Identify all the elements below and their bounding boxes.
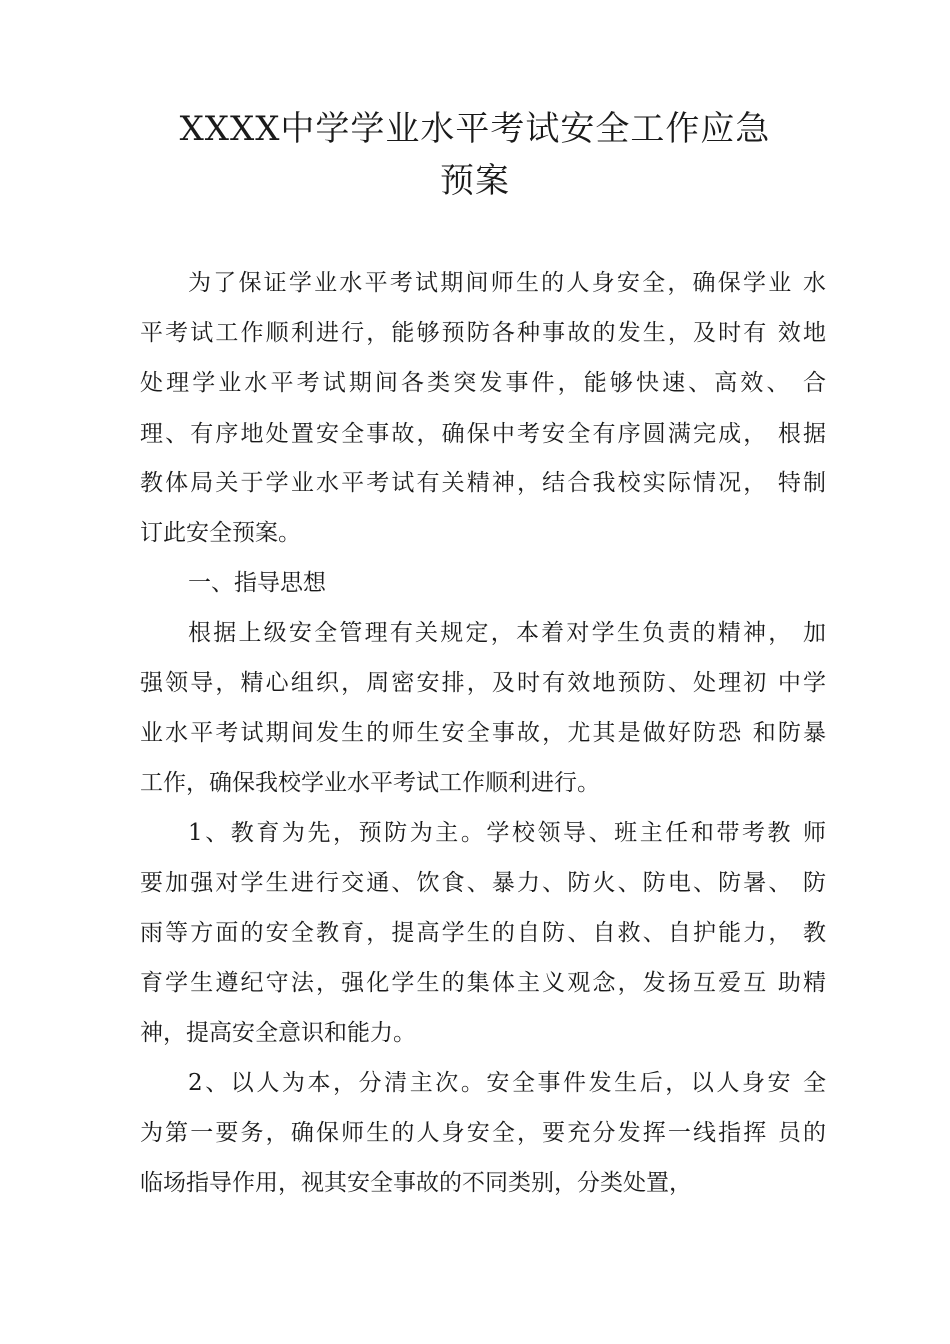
paragraph-line: 教体局关于学业水平考试有关精神，结合我校实际情况， 特制 xyxy=(140,470,826,496)
paragraph-line: 订此安全预案。 xyxy=(140,520,301,546)
paragraph-line: 理、有序地处置安全事故，确保中考安全有序圆满完成， 根据 xyxy=(140,421,826,447)
paragraph-line: 雨等方面的安全教育，提高学生的自防、自救、自护能力， 教 xyxy=(140,920,826,946)
paragraph-line: 业水平考试期间发生的师生安全事故，尤其是做好防恐 和防暴 xyxy=(140,720,826,746)
paragraph-line: 2、以人为本，分清主次。安全事件发生后，以人身安 全 xyxy=(188,1070,826,1096)
paragraph-line: 强领导，精心组织，周密安排，及时有效地预防、处理初 中学 xyxy=(140,670,826,696)
paragraph-line: 平考试工作顺利进行，能够预防各种事故的发生，及时有 效地 xyxy=(140,320,826,346)
document-title-line-2: 预案 xyxy=(440,161,510,201)
paragraph-line: 育学生遵纪守法，强化学生的集体主义观念，发扬互爱互 助精 xyxy=(140,970,826,996)
paragraph-line: 为第一要务，确保师生的人身安全，要充分发挥一线指挥 员的 xyxy=(140,1120,826,1146)
paragraph-line: 1、教育为先，预防为主。学校领导、班主任和带考教 师 xyxy=(188,820,826,846)
paragraph-line: 神，提高安全意识和能力。 xyxy=(140,1020,416,1046)
paragraph-line: 要加强对学生进行交通、饮食、暴力、防火、防电、防暑、 防 xyxy=(140,870,826,896)
paragraph-line: 处理学业水平考试期间各类突发事件，能够快速、高效、 合 xyxy=(140,370,826,396)
paragraph-line: 工作，确保我校学业水平考试工作顺利进行。 xyxy=(140,770,600,796)
paragraph-line: 根据上级安全管理有关规定，本着对学生负责的精神， 加 xyxy=(188,620,826,646)
paragraph-line: 临场指导作用，视其安全事故的不同类别，分类处置， xyxy=(140,1170,692,1196)
section-heading: 一、指导思想 xyxy=(188,570,326,596)
document-title-line-1: XXXX中学学业水平考试安全工作应急 xyxy=(179,109,771,149)
paragraph-line: 为了保证学业水平考试期间师生的人身安全，确保学业 水 xyxy=(188,270,826,296)
